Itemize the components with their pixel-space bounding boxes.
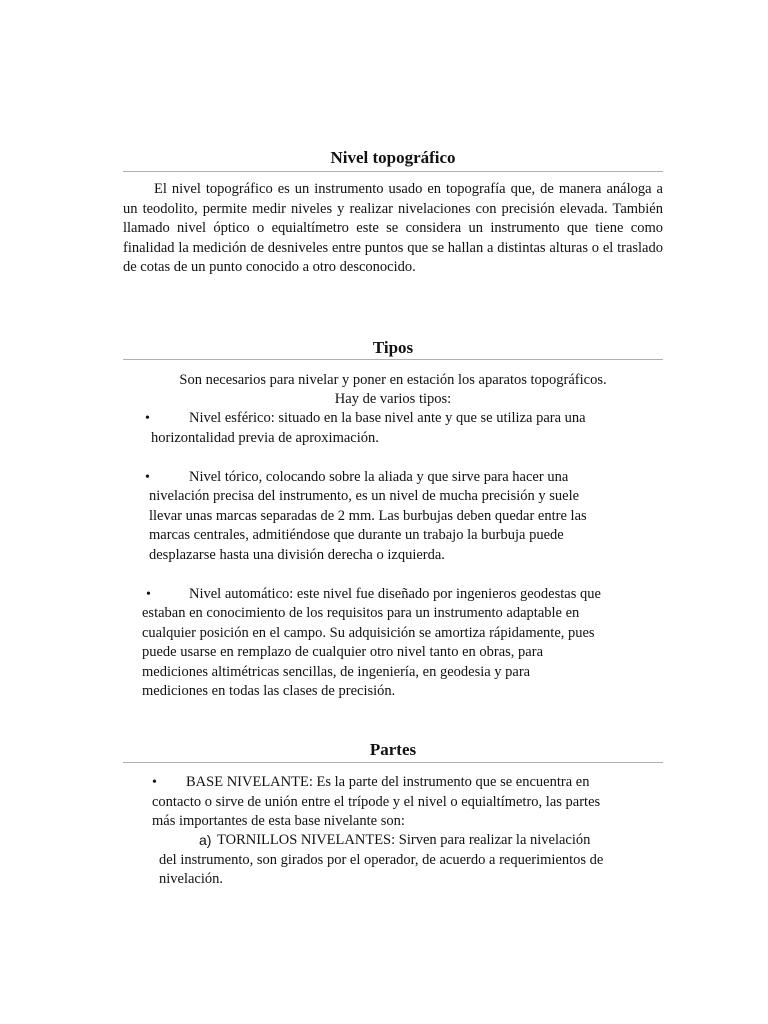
section-title-partes: Partes: [369, 740, 417, 759]
sub-item-line: nivelación.: [159, 871, 224, 887]
list-item-line: mediciones altimétricas sencillas, de ingeniería, en geodesia y para: [142, 664, 531, 680]
section-title-nivel: Nivel topográfico: [330, 148, 456, 167]
section-rule: [123, 359, 663, 360]
list-item-line: contacto o sirve de unión entre el trípode y el nivel o equialtímetro, las partes: [152, 794, 601, 810]
section-rule: [123, 171, 663, 172]
list-item-line: nivelación precisa del instrumento, es un nivel de mucha precisión y suele: [149, 488, 580, 504]
list-item-line: mediciones en todas las clases de precisión.: [142, 683, 396, 699]
list-item-line: cualquier posición en el campo. Su adquisición se amortiza rápidamente, pues: [142, 625, 595, 641]
bullet-icon: •: [152, 775, 157, 790]
list-item-line: más importantes de esta base nivelante son:: [152, 813, 405, 829]
list-item-line: puede usarse en remplazo de cualquier otro nivel tanto en obras, para: [142, 644, 544, 660]
list-item-line: llevar unas marcas separadas de 2 mm. Las burbujas deben quedar entre las: [149, 508, 587, 524]
list-item-line: horizontalidad previa de aproximación.: [151, 430, 379, 446]
bullet-icon: •: [145, 470, 150, 485]
list-item-line: desplazarse hasta una división derecha o izquierda.: [149, 547, 445, 563]
section-title-tipos: Tipos: [372, 338, 414, 357]
intro-paragraph: El nivel topográfico es un instrumento usado en topografía que, de manera análoga a un teodolito, permite medir niveles y realizar nivelaciones con precisión elevada. También llamado nivel óptico o equialtímetro este se considera un instrumento que tiene como finalidad la medición de desniveles entre puntos que se hallan a distintas alturas o el traslado de cotas de un punto conocido a otro desconocido.: [123, 181, 663, 276]
list-item-line: Nivel esférico: situado en la base nivel ante y que se utiliza para una: [189, 410, 586, 426]
tipos-intro-line-1: Son necesarios para nivelar y poner en estación los aparatos topográficos.: [179, 372, 607, 388]
list-item-line: Nivel tórico, colocando sobre la aliada y que sirve para hacer una: [189, 469, 569, 485]
bullet-icon: •: [146, 587, 151, 602]
list-item-line: BASE NIVELANTE: Es la parte del instrumento que se encuentra en: [186, 774, 590, 790]
section-rule: [123, 762, 663, 763]
list-item-line: Nivel automático: este nivel fue diseñado por ingenieros geodestas que: [189, 586, 601, 602]
tipos-intro-line-2: Hay de varios tipos:: [334, 391, 452, 407]
sub-item-line: TORNILLOS NIVELANTES: Sirven para realizar la nivelación: [217, 832, 591, 848]
sub-item-prefix: a): [199, 832, 212, 848]
bullet-icon: •: [145, 411, 150, 426]
list-item-line: marcas centrales, admitiéndose que durante un trabajo la burbuja puede: [149, 527, 564, 543]
list-item-line: estaban en conocimiento de los requisitos para un instrumento adaptable en: [142, 605, 580, 621]
sub-item-line: del instrumento, son girados por el operador, de acuerdo a requerimientos de: [159, 852, 604, 868]
